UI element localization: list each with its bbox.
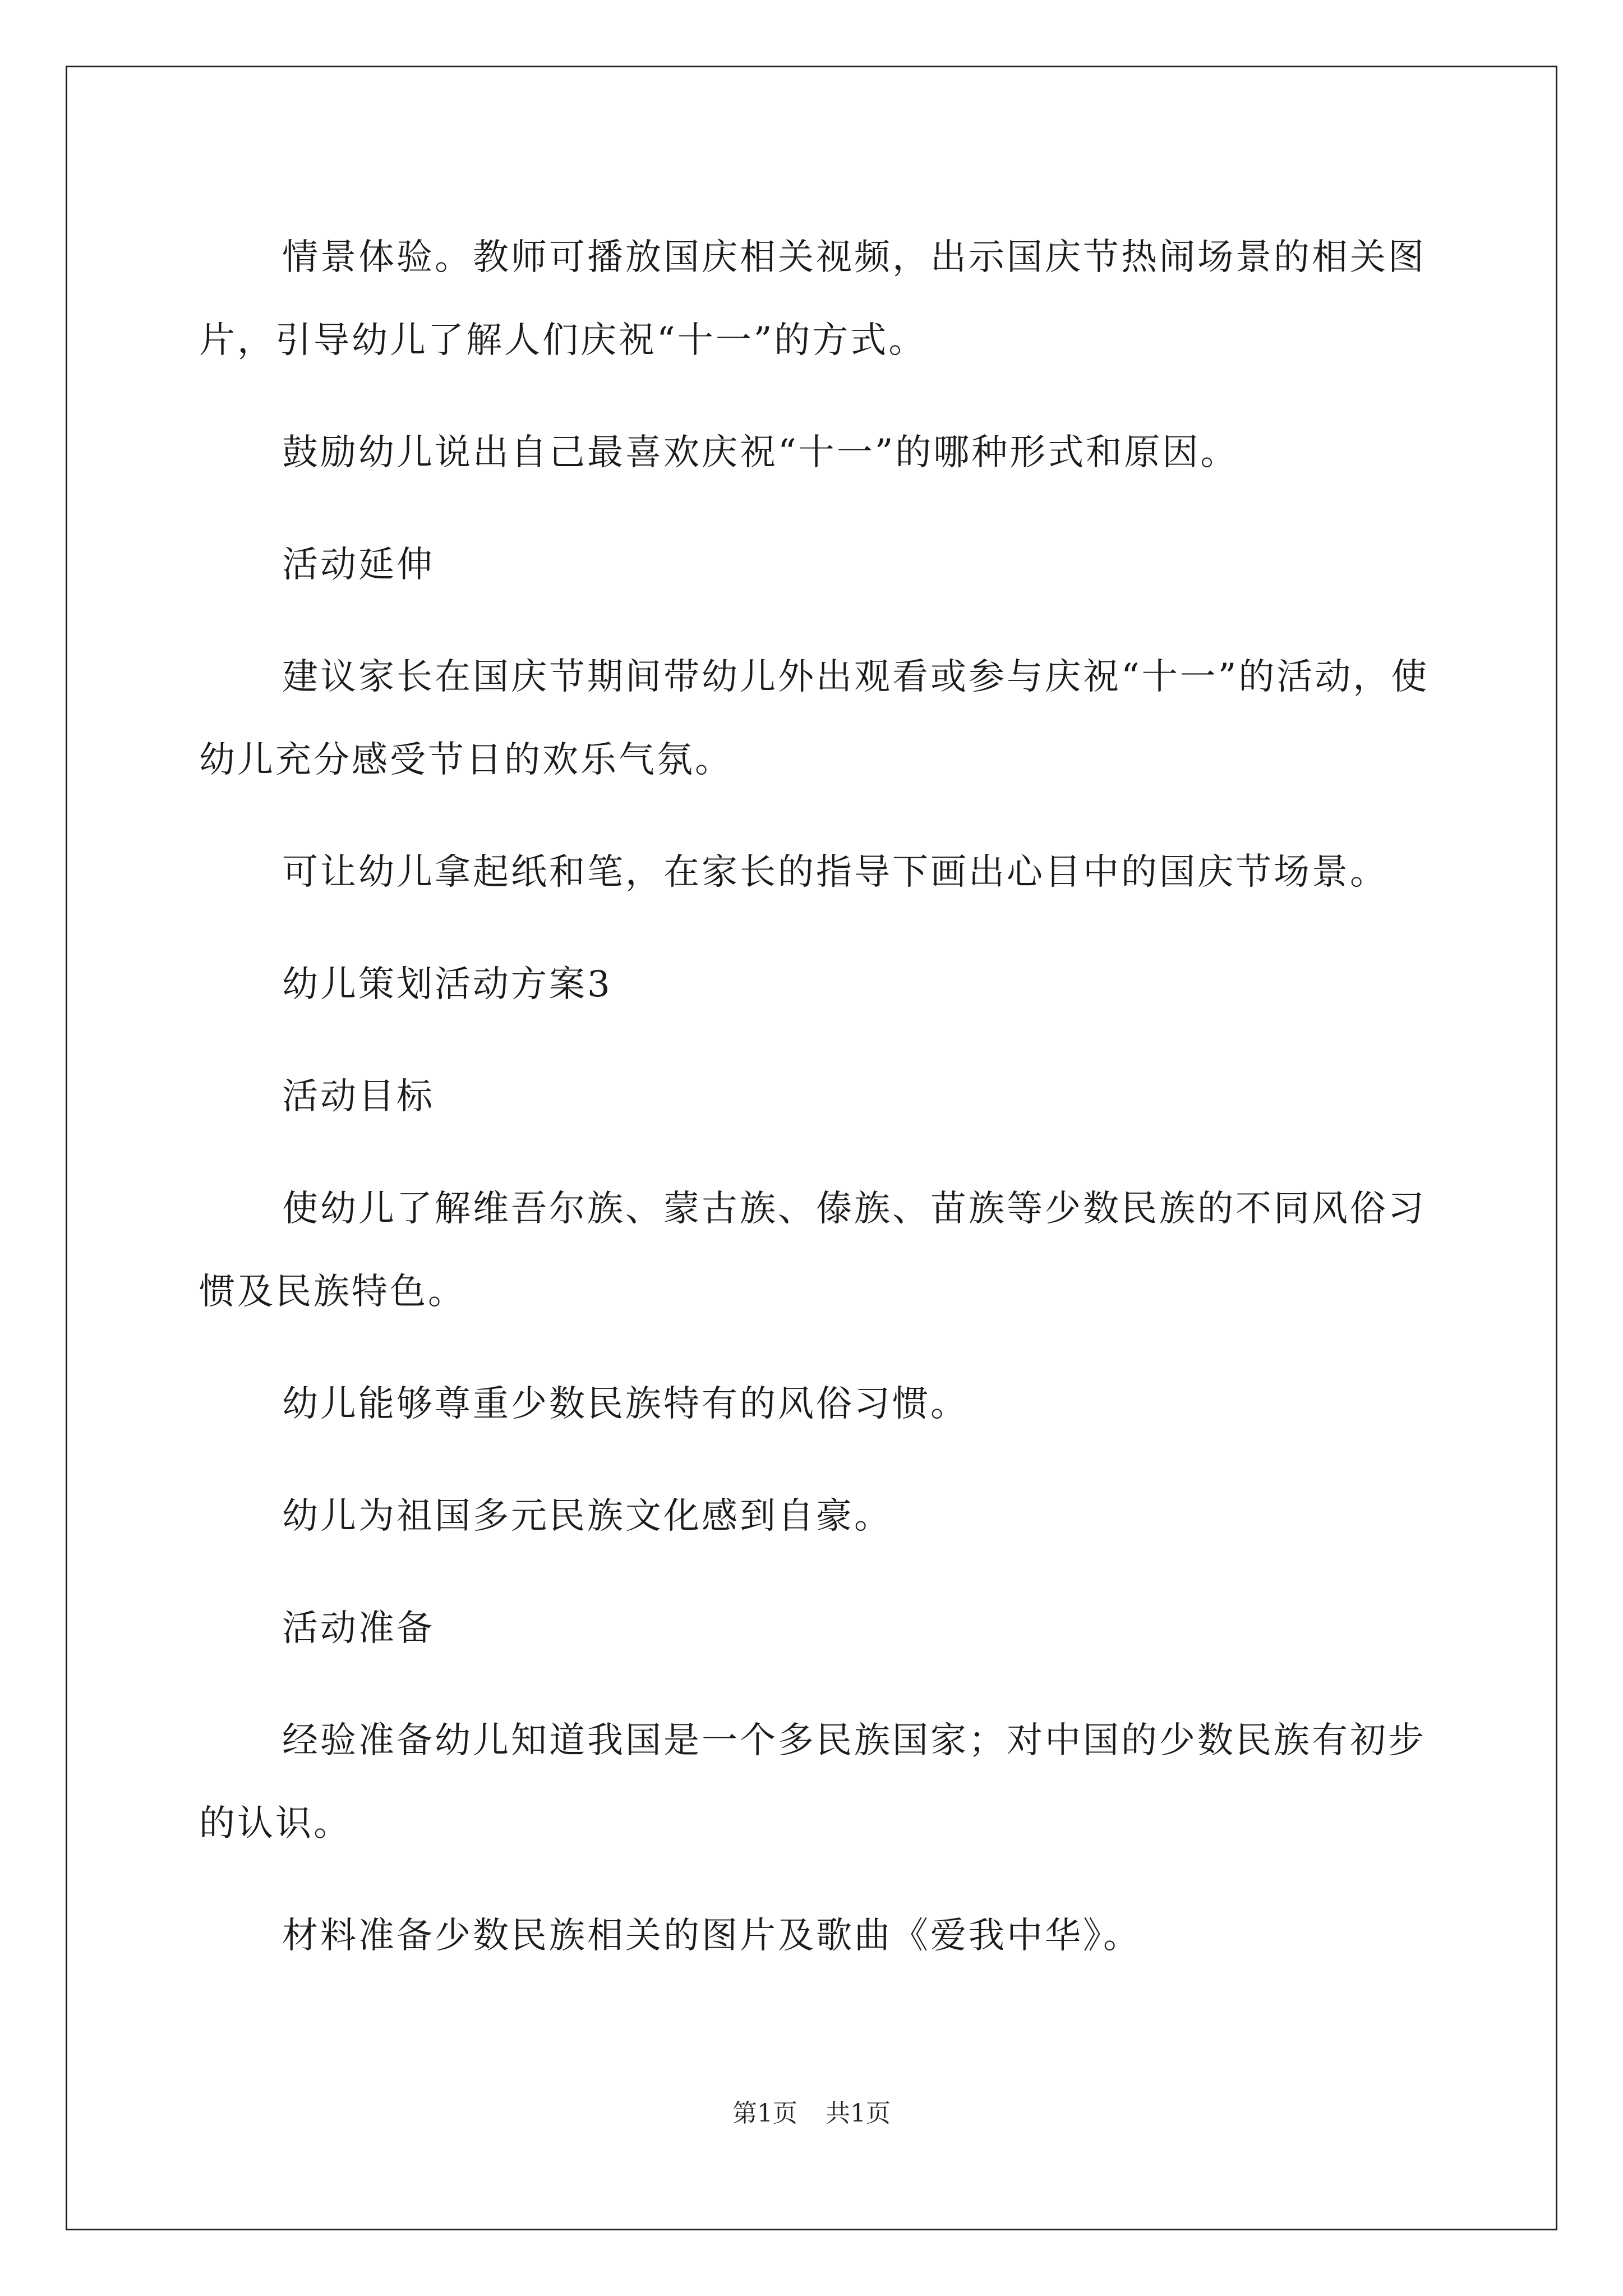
page-number: 第1页 [732,2099,797,2128]
paragraph-goal-customs: 使幼儿了解维吾尔族、蒙古族、傣族、苗族等少数民族的不同风俗习惯及民族特色。 [199,1188,1426,1313]
paragraph-drawing: 可让幼儿拿起纸和笔，在家长的指导下画出心目中的国庆节场景。 [282,852,1388,893]
paragraph-goal-pride: 幼儿为祖国多元民族文化感到自豪。 [282,1496,892,1537]
heading-activity-preparation: 活动准备 [282,1608,435,1649]
heading-activity-goals: 活动目标 [282,1076,435,1117]
paragraph-scene-experience: 情景体验。教师可播放国庆相关视频，出示国庆节热闹场景的相关图片，引导幼儿了解人们庆祝“十一”的方式。 [199,237,1426,361]
heading-activity-extension: 活动延伸 [282,544,435,586]
paragraph-experience-prep: 经验准备幼儿知道我国是一个多民族国家；对中国的少数民族有初步的认识。 [199,1720,1426,1844]
page-footer [0,2097,1623,2131]
page-total: 共1页 [826,2099,891,2128]
paragraph-encourage-children: 鼓励幼儿说出自己最喜欢庆祝“十一”的哪种形式和原因。 [282,432,1239,473]
document-body [199,216,1444,2007]
heading-plan-3: 幼儿策划活动方案3 [282,964,612,1005]
paragraph-goal-respect: 幼儿能够尊重少数民族特有的风俗习惯。 [282,1383,969,1425]
paragraph-material-prep: 材料准备少数民族相关的图片及歌曲《爱我中华》。 [282,1915,1141,1957]
paragraph-parent-suggestion: 建议家长在国庆节期间带幼儿外出观看或参与庆祝“十一”的活动，使幼儿充分感受节日的欢乐气氛。 [199,656,1430,781]
